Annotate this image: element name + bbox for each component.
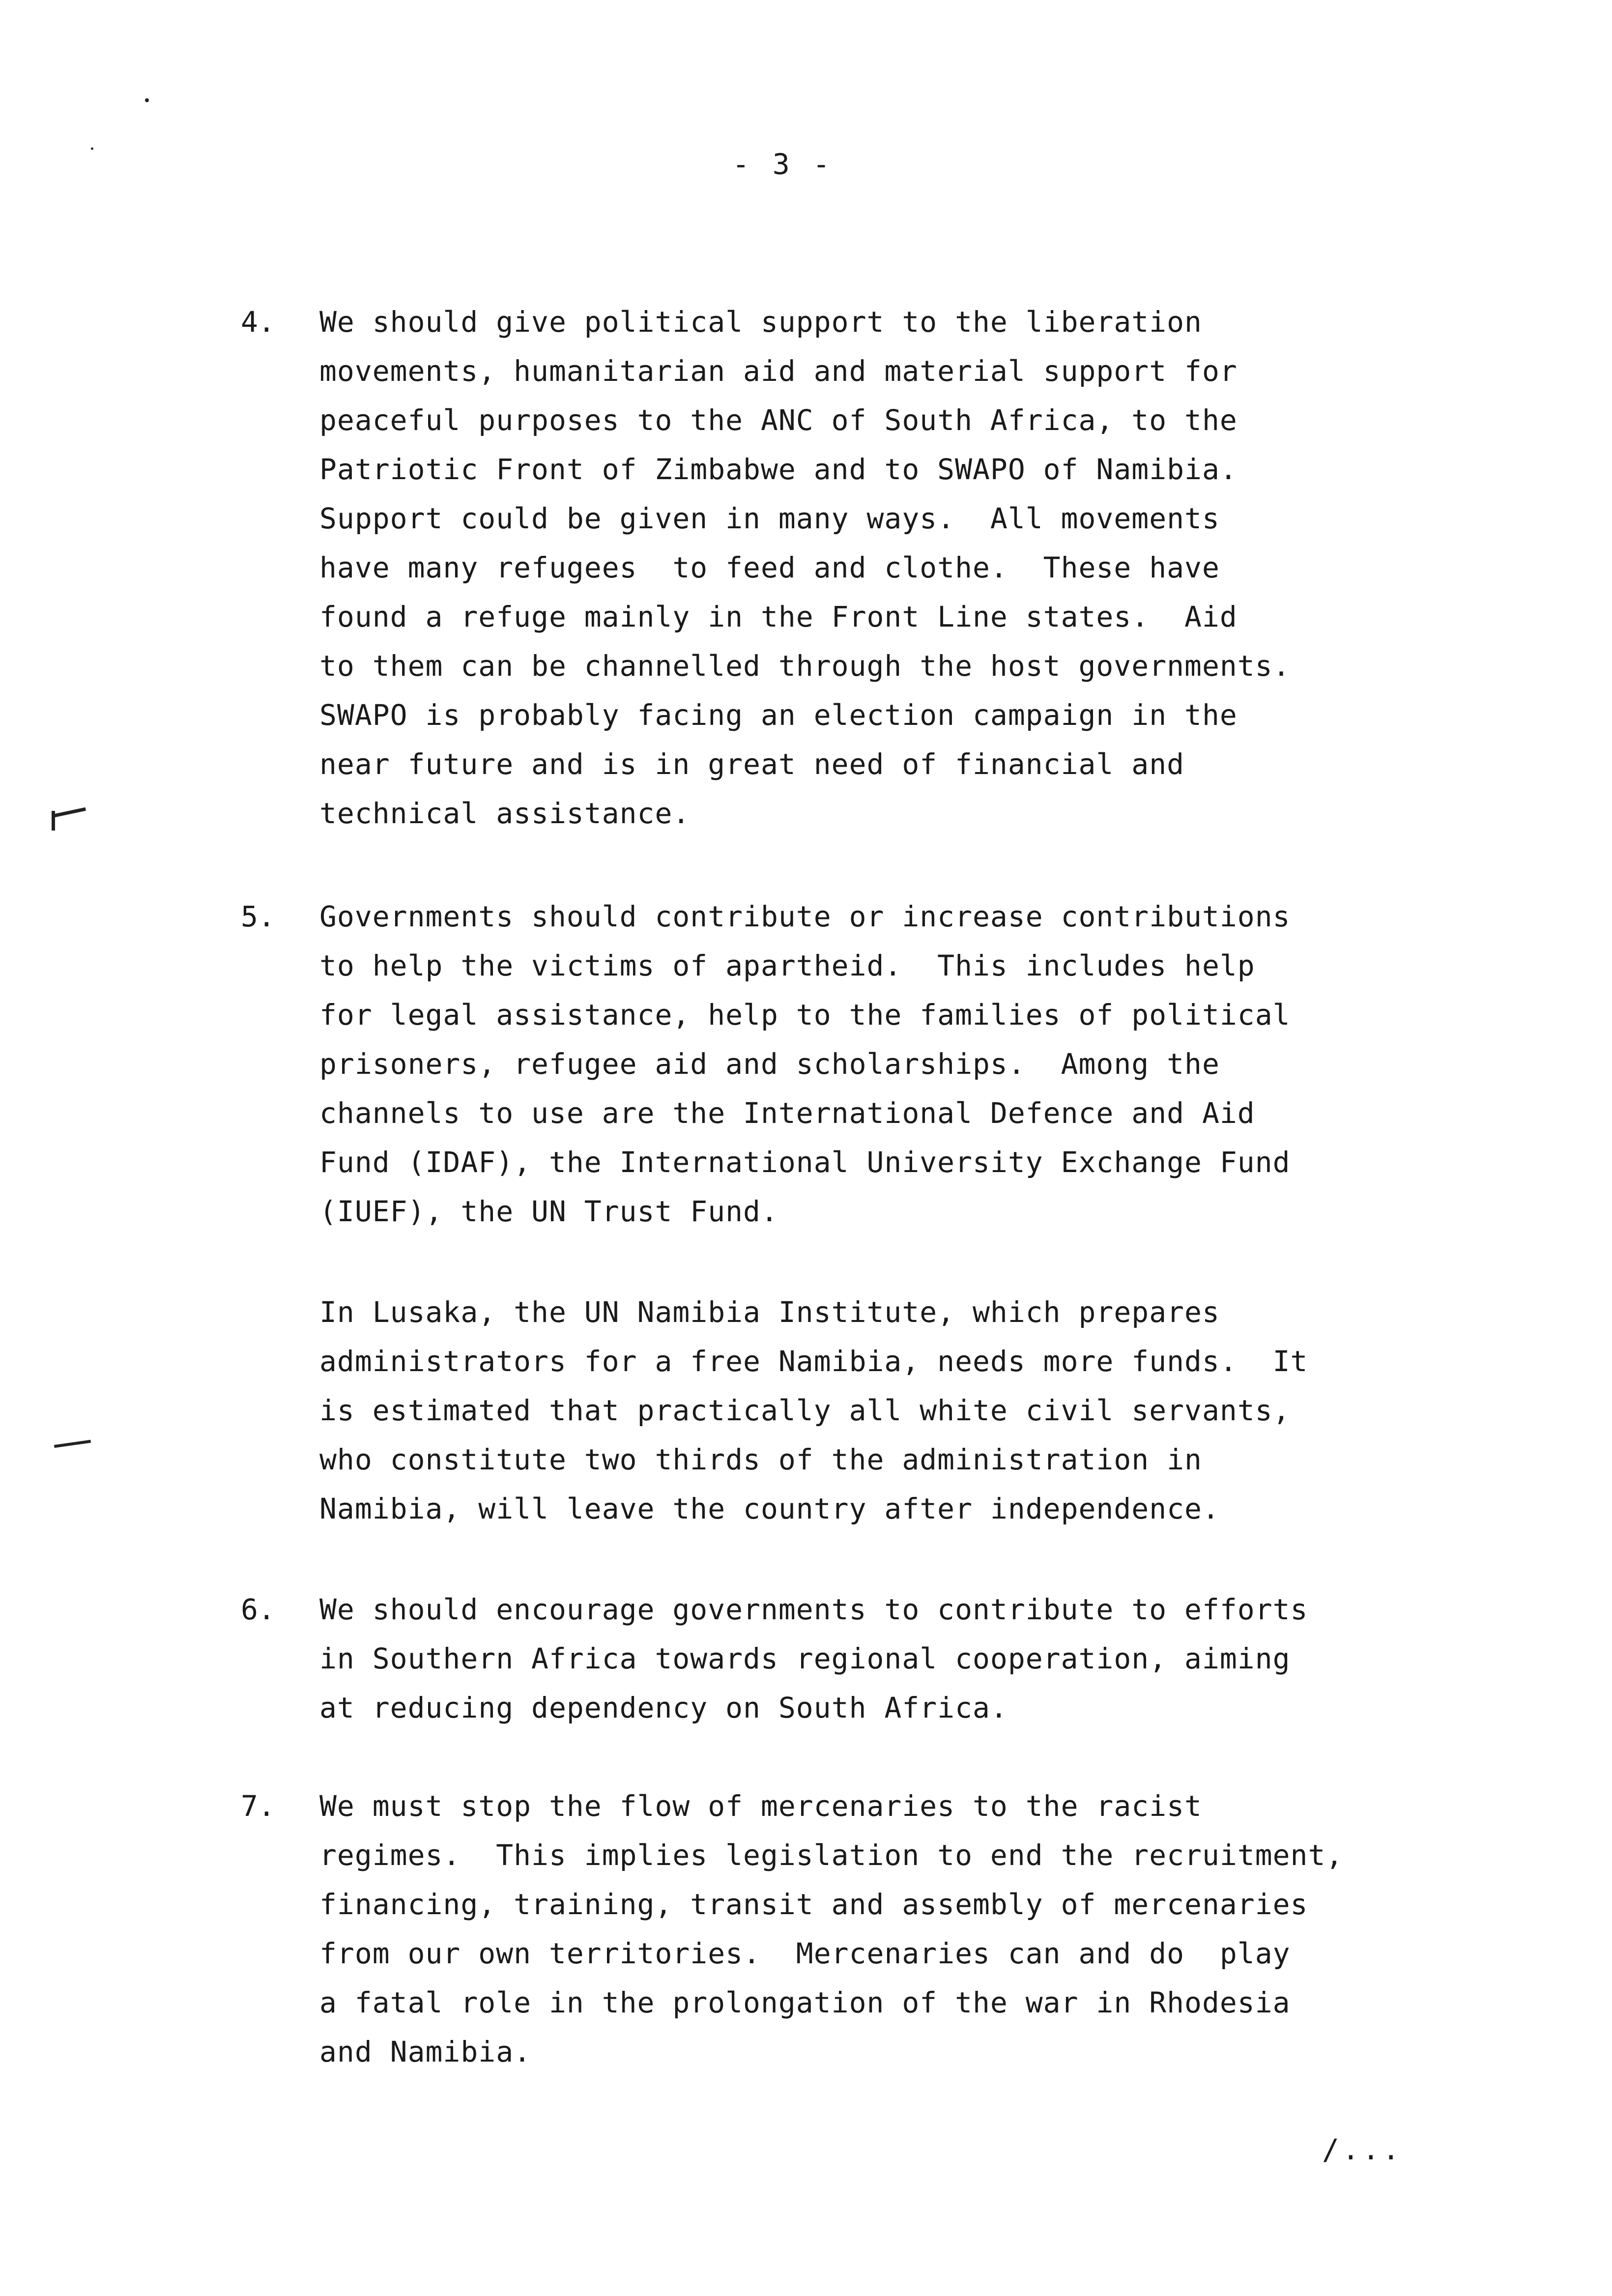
text-line: prisoners, refugee aid and scholarships. Among the xyxy=(319,1047,1220,1081)
text-line: regimes. This implies legislation to end the recruitment, xyxy=(319,1838,1344,1872)
continuation-marker: /... xyxy=(1322,2133,1403,2166)
text-line: We should encourage governments to contribute to efforts xyxy=(319,1593,1308,1626)
text-line: Namibia, will leave the country after independence. xyxy=(319,1492,1220,1525)
text-line: Patriotic Front of Zimbabwe and to SWAPO of Namibia. xyxy=(319,453,1238,486)
text-line: We should give political support to the liberation xyxy=(319,305,1202,339)
text-line: at reducing dependency on South Africa. xyxy=(319,1691,1008,1724)
text-line: have many refugees to feed and clothe. These have xyxy=(319,551,1220,584)
text-line: near future and is in great need of financial and xyxy=(319,747,1185,781)
scan-mark xyxy=(91,147,93,150)
scan-mark xyxy=(54,1440,91,1448)
text-line: found a refuge mainly in the Front Line states. Aid xyxy=(319,600,1238,633)
text-line: technical assistance. xyxy=(319,797,691,830)
text-line: from our own territories. Mercenaries can and do play xyxy=(319,1937,1291,1970)
item-number: 6. xyxy=(241,1593,275,1626)
text-line: to help the victims of apartheid. This includes help xyxy=(319,949,1255,982)
text-line: to them can be channelled through the host governments. xyxy=(319,649,1291,683)
text-line: Governments should contribute or increase contributions xyxy=(319,900,1291,933)
item-number: 5. xyxy=(241,900,275,933)
item-text xyxy=(319,1288,1479,1533)
text-line: In Lusaka, the UN Namibia Institute, which prepares xyxy=(319,1295,1220,1329)
scan-mark xyxy=(52,807,86,818)
text-line: channels to use are the International Defence and Aid xyxy=(319,1096,1255,1130)
text-line: for legal assistance, help to the families of political xyxy=(319,998,1291,1032)
text-line: peaceful purposes to the ANC of South Africa, to the xyxy=(319,403,1238,437)
text-line: Support could be given in many ways. All movements xyxy=(319,502,1220,535)
text-line: financing, training, transit and assembly of mercenaries xyxy=(319,1888,1308,1921)
text-line: (IUEF), the UN Trust Fund. xyxy=(319,1195,778,1228)
text-line: movements, humanitarian aid and material support for xyxy=(319,354,1238,388)
item-text xyxy=(319,1781,1479,2076)
text-line: SWAPO is probably facing an election campaign in the xyxy=(319,698,1238,732)
text-line: a fatal role in the prolongation of the war in Rhodesia xyxy=(319,1986,1291,2019)
item-text xyxy=(319,1585,1479,1732)
item-number: 7. xyxy=(241,1789,275,1823)
text-line: is estimated that practically all white civil servants, xyxy=(319,1394,1291,1427)
text-line: We must stop the flow of mercenaries to the racist xyxy=(319,1789,1202,1823)
text-line: who constitute two thirds of the administration in xyxy=(319,1443,1202,1476)
item-number: 4. xyxy=(241,305,275,339)
text-line: in Southern Africa towards regional cooperation, aiming xyxy=(319,1642,1291,1675)
item-text xyxy=(319,297,1479,838)
text-line: Fund (IDAF), the International University Exchange Fund xyxy=(319,1146,1291,1179)
item-text xyxy=(319,892,1479,1236)
text-line: administrators for a free Namibia, needs more funds. It xyxy=(319,1345,1308,1378)
scan-mark xyxy=(145,98,149,102)
text-line: and Namibia. xyxy=(319,2035,532,2068)
page-number: - 3 - xyxy=(732,147,833,181)
scan-mark xyxy=(52,811,55,831)
